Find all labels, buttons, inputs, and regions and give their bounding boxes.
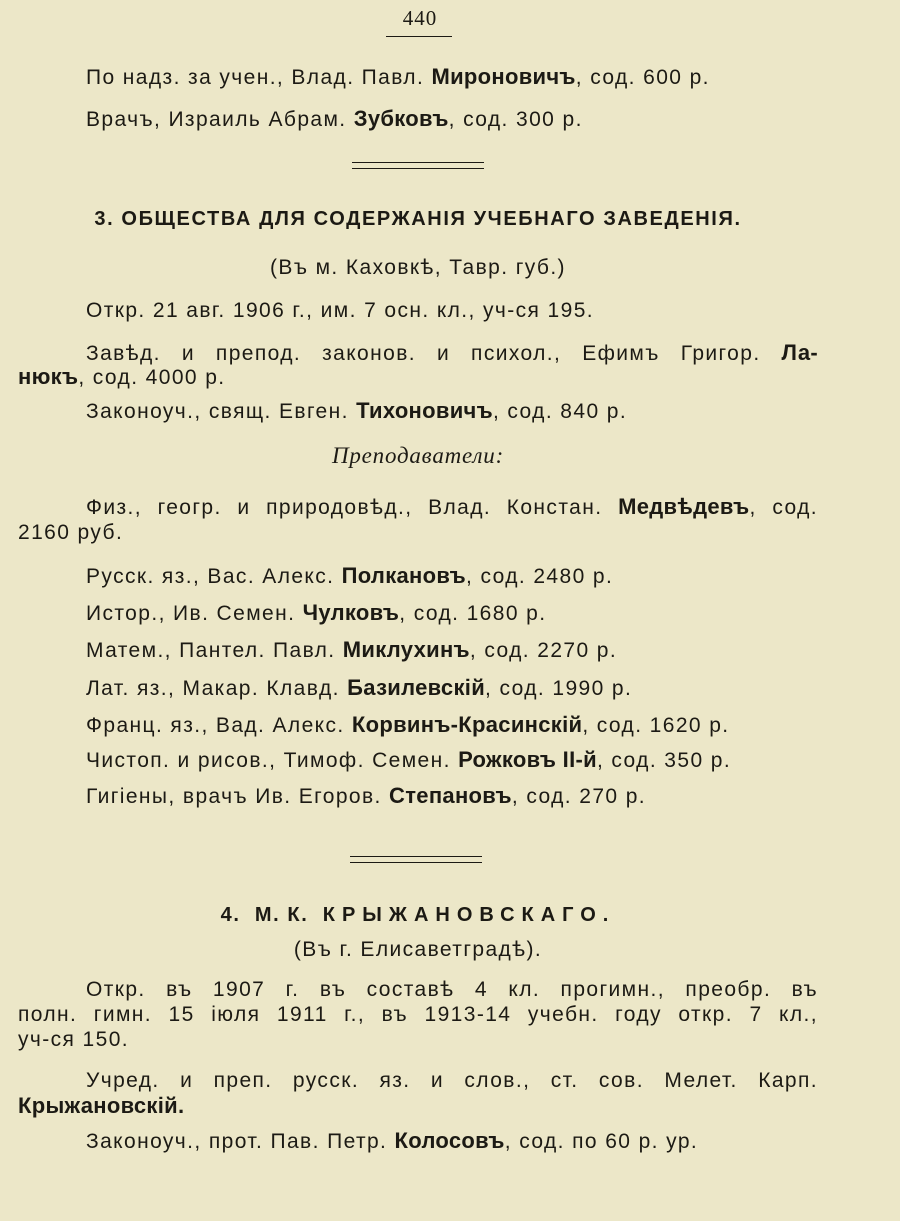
teacher-line <box>86 747 818 774</box>
teacher-surname: Степановъ <box>389 783 512 808</box>
teacher-surname: Полкановъ <box>341 563 466 588</box>
priest-surname: Тихоновичъ <box>356 398 493 423</box>
section-3-opened: Откр. 21 авг. 1906 г., им. 7 осн. кл., уч-ся 195. <box>86 299 595 322</box>
teacher-salary: , сод. 2270 р. <box>469 639 618 662</box>
teacher-subject: Лат. яз., Макар. Клавд. <box>86 677 348 700</box>
teacher-subject: Матем., Пантел. Павл. <box>86 639 343 662</box>
teacher-subject: Гигіены, врачъ Ив. Егоров. <box>86 785 390 808</box>
teacher-line <box>86 712 818 739</box>
teacher-subject: Чистоп. и рисов., Тимоф. Семен. <box>86 749 459 772</box>
section-4-opened-line1: Откр. въ 1907 г. въ составѣ 4 кл. прогимн., преобр. въ <box>86 978 818 1001</box>
teacher-salary: , сод. 2480 р. <box>466 565 614 588</box>
teacher-surname: Чулковъ <box>302 600 400 625</box>
founder-surname: Крыжановскій. <box>18 1093 185 1118</box>
section-4-name: КРЫЖАНОВСКАГО. <box>322 904 616 926</box>
staff-role: Врачъ, Израиль Абрам. <box>86 108 354 131</box>
head-surname-part1: Ла- <box>781 340 818 365</box>
teacher-salary: , сод. 350 р. <box>596 749 732 772</box>
section-3-location: (Въ м. Каховкѣ, Тавр. губ.) <box>270 256 566 279</box>
teacher-subject: Франц. яз., Вад. Алекс. <box>86 714 352 737</box>
teacher-line <box>86 637 818 664</box>
teachers-heading: Преподаватели: <box>331 443 505 468</box>
teacher-line <box>86 783 818 810</box>
section-3-head-line-cont <box>18 364 818 391</box>
section-3-priest <box>86 398 818 425</box>
staff-salary: , сод. 600 р. <box>575 66 710 89</box>
section-4-number: 4. <box>220 904 241 926</box>
teacher-surname: Базилевскій <box>347 675 486 700</box>
teacher-surname: Корвинъ-Красинскій <box>351 712 583 737</box>
teacher-surname: Миклухинъ <box>342 637 470 662</box>
section-3-title: 3. ОБЩЕСТВА ДЛЯ СОДЕРЖАНІЯ УЧЕБНАГО ЗАВЕДЕНІЯ. <box>94 208 742 230</box>
teacher-salary-label: , сод. <box>749 496 818 519</box>
page-number-rule <box>386 36 452 37</box>
priest-role: Законоуч., прот. Пав. Петр. <box>86 1130 395 1153</box>
teacher-surname: Медвѣдевъ <box>618 494 750 519</box>
staff-surname: Зубковъ <box>353 106 449 131</box>
staff-salary: , сод. 300 р. <box>448 108 583 131</box>
teacher-subject: Русск. яз., Вас. Алекс. <box>86 565 342 588</box>
teacher-line <box>86 563 818 590</box>
section-3-head-line <box>86 340 818 367</box>
priest-surname: Колосовъ <box>394 1128 505 1153</box>
staff-surname: Мироновичъ <box>431 64 576 89</box>
section-divider <box>350 856 482 863</box>
teacher-salary: , сод. 1620 р. <box>582 714 730 737</box>
teacher-line-physics-cont: 2160 руб. <box>18 521 124 544</box>
priest-salary: , сод. по 60 р. ур. <box>504 1130 699 1153</box>
staff-role: По надз. за учен., Влад. Павл. <box>86 66 432 89</box>
teacher-line-physics <box>86 494 818 521</box>
priest-salary: , сод. 840 р. <box>492 400 628 423</box>
head-surname-part2: нюкъ <box>18 364 79 389</box>
teacher-subject: Истор., Ив. Семен. <box>86 602 303 625</box>
section-4-founder-line1: Учред. и преп. русск. яз. и слов., ст. сов. Мелет. Карп. <box>86 1069 818 1092</box>
head-role: Завѣд. и препод. законов. и психол., Ефимъ Григор. <box>86 342 761 365</box>
head-salary: , сод. 4000 р. <box>78 366 226 389</box>
section-4-opened-line2: полн. гимн. 15 іюля 1911 г., въ 1913-14 учебн. году откр. 7 кл., <box>18 1003 818 1026</box>
section-4-opened-line3: уч-ся 150. <box>18 1028 130 1051</box>
staff-line-supervisor <box>86 64 818 91</box>
section-4-priest <box>86 1128 818 1155</box>
teacher-subject: Физ., геогр. и природовѣд., Влад. Констан. <box>86 496 603 519</box>
teacher-salary: , сод. 1990 р. <box>485 677 633 700</box>
teacher-salary: , сод. 1680 р. <box>399 602 547 625</box>
staff-line-doctor <box>86 106 818 133</box>
section-4-founder-line2 <box>18 1093 818 1120</box>
section-4-title <box>18 902 818 928</box>
teacher-line <box>86 675 818 702</box>
teacher-salary: , сод. 270 р. <box>511 785 647 808</box>
page-number: 440 <box>402 6 438 30</box>
section-divider <box>352 162 484 169</box>
priest-role: Законоуч., свящ. Евген. <box>86 400 357 423</box>
section-4-initials: М. К. <box>254 904 309 926</box>
teacher-surname: Рожковъ II-й <box>458 747 597 772</box>
section-4-location: (Въ г. Елисаветградѣ). <box>293 938 543 961</box>
teacher-line <box>86 600 818 627</box>
